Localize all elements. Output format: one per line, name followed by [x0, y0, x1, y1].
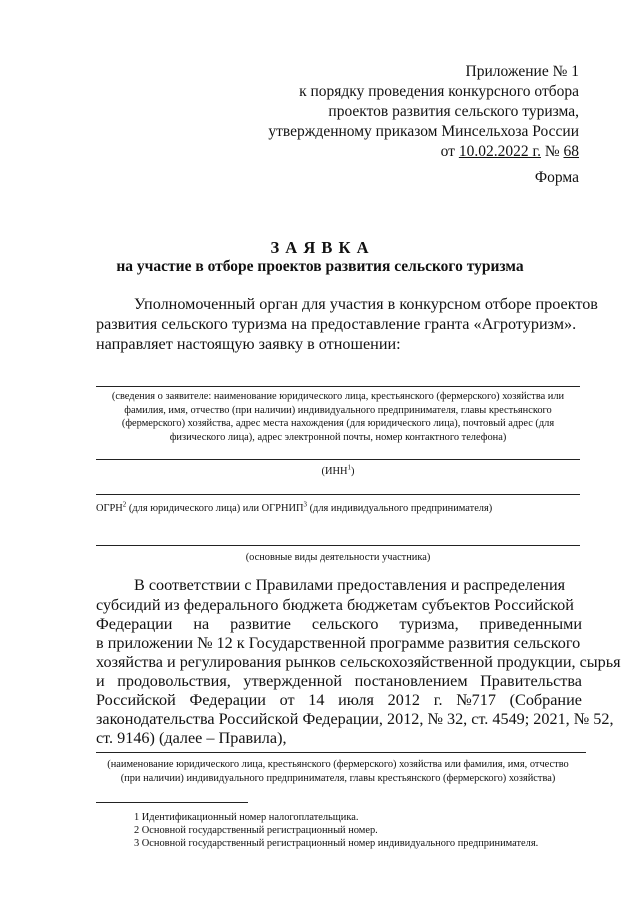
applicant-caption-line-2: фамилия, имя, отчество (при наличии) индивидуального предпринимателя, главы крестьянского	[124, 404, 552, 416]
footnote-3: 3 Основной государственный регистрационный номер индивидуального предпринимателя.	[134, 838, 539, 849]
inn-caption-close: )	[351, 466, 355, 477]
name-caption-line-2: (при наличии) индивидуального предпринимателя, главы крестьянского (фермерского) хозяйства)	[120, 772, 556, 784]
footnote-2: 2 Основной государственный регистрационный номер.	[134, 825, 378, 836]
ogrnip-footnote-ref: 3	[303, 500, 307, 509]
footnote-1: 1 Идентификационный номер налогоплательщика.	[134, 812, 359, 823]
name-line	[96, 752, 586, 753]
name-caption-line-1: (наименование юридического лица, крестьянского (фермерского) хозяйства или фамилия, имя, отчество	[107, 759, 569, 770]
paragraph-line-6	[96, 672, 582, 692]
activity-line	[96, 545, 580, 546]
applicant-info-line	[96, 386, 580, 387]
word: развитие	[230, 615, 291, 633]
word: приведенными	[479, 615, 582, 633]
word: Федерации	[96, 615, 173, 633]
applicant-caption-line-3: (фермерского) хозяйства, адрес места нахождения (для юридического лица), почтовый адрес (для	[121, 418, 555, 430]
paragraph-line-7	[96, 691, 582, 711]
word: сельского	[311, 615, 379, 633]
paragraph-line-9: ст. 9146) (далее – Правила),	[96, 729, 287, 747]
paragraph-line-1: В соответствии с Правилами предоставления и распределения	[134, 576, 566, 594]
word: г.	[433, 691, 443, 709]
inn-caption	[96, 465, 580, 479]
word: 2012	[387, 691, 421, 709]
word: Российской	[96, 691, 176, 709]
word: туризма,	[399, 615, 459, 633]
intro-line-2: развития сельского туризма на предоставление гранта «Агротуризм».	[96, 315, 577, 333]
name-caption	[80, 758, 596, 785]
paragraph-line-5: хозяйства и регулирования рынков сельскохозяйственной продукции, сырья	[96, 653, 621, 671]
word: от	[279, 691, 295, 709]
word: №717	[456, 691, 496, 709]
ogrn-line	[96, 494, 580, 495]
word: постановлением	[354, 672, 468, 690]
order-number: 68	[563, 143, 579, 160]
paragraph-line-2: субсидий из федерального бюджета бюджетам субъектов Российской	[96, 596, 574, 614]
word: Правительства	[480, 672, 582, 690]
applicant-info-caption	[80, 390, 596, 444]
date-prefix: от	[440, 143, 459, 160]
applicant-caption-line-1: (сведения о заявителе: наименование юридического лица, крестьянского (фермерского) хозяйства или	[111, 391, 565, 402]
paragraph-line-8: законодательства Российской Федерации, 2012, № 32, ст. 4549; 2021, № 52,	[96, 710, 614, 728]
word: и	[96, 672, 105, 690]
ogrn-caption	[96, 502, 492, 516]
word: (Собрание	[509, 691, 582, 709]
inn-caption-text: (ИНН	[321, 466, 348, 477]
word: продовольствия,	[117, 672, 231, 690]
paragraph-line-4: в приложении № 12 к Государственной программе развития сельского	[96, 634, 581, 652]
word: утвержденной	[243, 672, 343, 690]
appendix-line-2: к порядку проведения конкурсного отбора	[299, 83, 579, 100]
ogrnip-label-tail: (для индивидуального предпринимателя)	[306, 503, 493, 514]
document-title: З А Я В К А	[270, 238, 370, 257]
word: 14	[308, 691, 325, 709]
number-prefix: №	[540, 143, 564, 160]
appendix-line-3: проектов развития сельского туризма,	[328, 103, 579, 120]
intro-line-1: Уполномоченный орган для участия в конкурсном отборе проектов	[134, 295, 598, 313]
activity-caption: (основные виды деятельности участника)	[245, 552, 431, 563]
form-label: Форма	[534, 169, 579, 186]
ogrn-footnote-ref: 2	[122, 500, 127, 509]
applicant-caption-line-4: физического лица), адрес электронной почты, номер контактного телефона)	[169, 431, 507, 443]
appendix-number: Приложение № 1	[465, 63, 579, 80]
order-date: 10.02.2022 г.	[458, 143, 541, 160]
paragraph-line-3	[96, 615, 582, 635]
order-date-line	[441, 142, 579, 162]
footnote-separator	[96, 802, 248, 803]
document-subtitle: на участие в отборе проектов развития сельского туризма	[116, 258, 524, 275]
appendix-line-4: утвержденному приказом Минсельхоза России	[268, 123, 579, 140]
word: июля	[338, 691, 374, 709]
word: на	[193, 615, 210, 633]
word: Федерации	[189, 691, 266, 709]
intro-line-3: направляет настоящую заявку в отношении:	[96, 335, 401, 353]
inn-line	[96, 459, 580, 460]
inn-footnote-ref: 1	[347, 463, 351, 472]
ogrnip-label: (для юридического лица) или ОГРНИП	[126, 503, 304, 514]
ogrn-label: ОГРН	[96, 503, 123, 514]
